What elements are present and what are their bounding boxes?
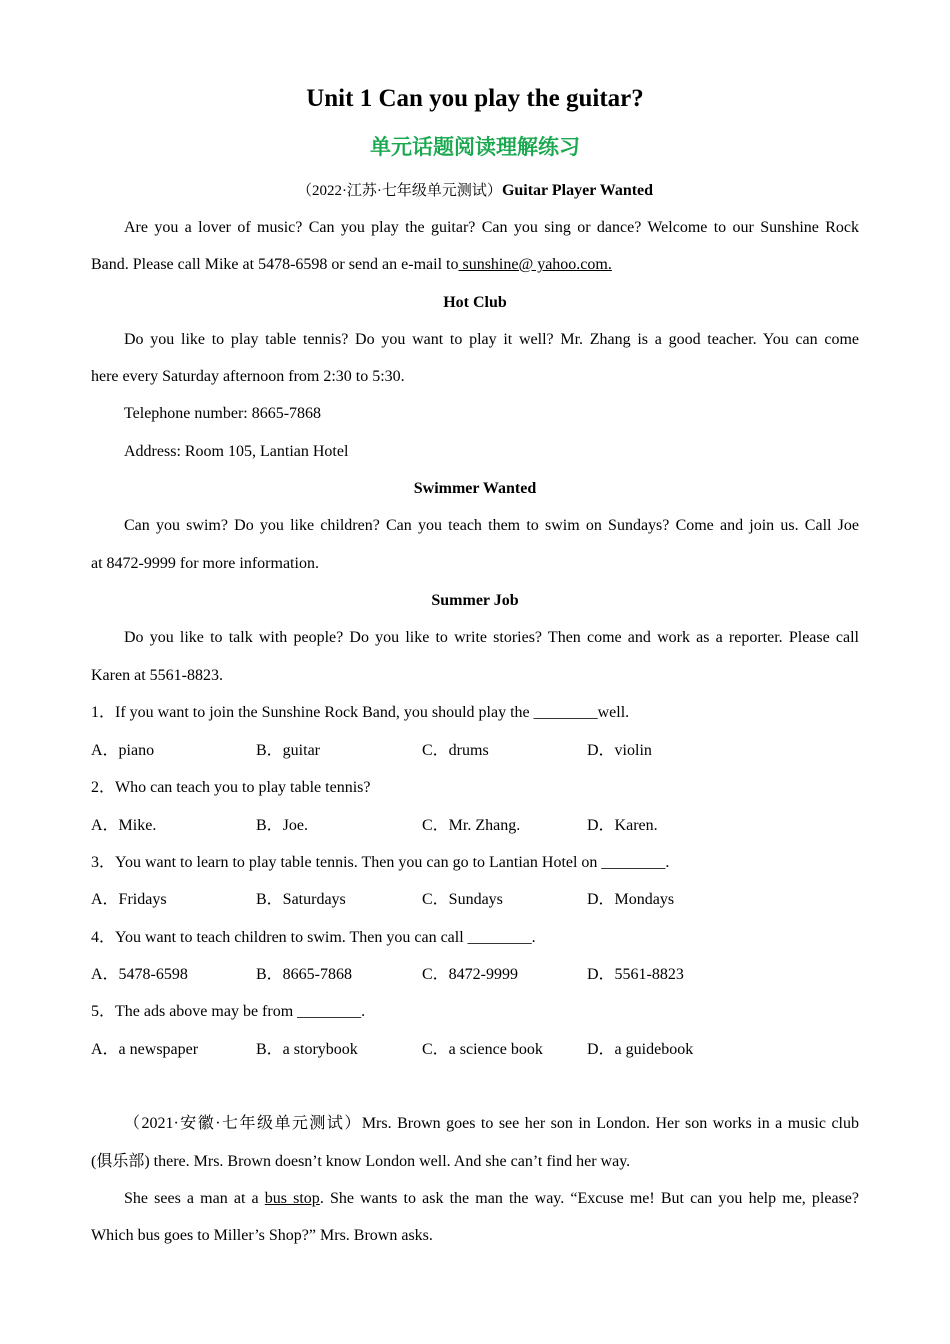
paragraph-line xyxy=(91,246,859,283)
option-b[interactable]: B．guitar xyxy=(256,742,320,759)
underlined-term: bus stop xyxy=(264,1190,320,1207)
paragraph-line: Are you a lover of music? Can you play the guitar? Can you sing or dance? Welcome to our Sunshine Rock xyxy=(124,219,859,236)
option-a[interactable]: A．piano xyxy=(91,742,155,759)
page-title: Unit 1 Can you play the guitar? xyxy=(306,85,644,112)
question-4: 4．You want to teach children to swim. Then you can call ________. xyxy=(91,929,536,946)
section-heading-summer-job: Summer Job xyxy=(431,592,519,609)
option-c[interactable]: C．drums xyxy=(422,742,489,759)
section-heading-hot-club: Hot Club xyxy=(443,294,507,311)
passage2-line xyxy=(91,1180,859,1217)
section-heading-swimmer-wanted: Swimmer Wanted xyxy=(413,480,537,497)
option-b[interactable]: B．Saturdays xyxy=(256,891,346,908)
option-c[interactable]: C．a science book xyxy=(422,1041,543,1058)
paragraph-line: Karen at 5561-8823. xyxy=(91,667,223,684)
paragraph-line: at 8472-9999 for more information. xyxy=(91,555,319,572)
option-d[interactable]: D．Mondays xyxy=(587,891,675,908)
email-link: sunshine@ yahoo.com. xyxy=(458,256,612,273)
question-3: 3．You want to learn to play table tennis. Then you can go to Lantian Hotel on ________. xyxy=(91,854,670,871)
question-5-options xyxy=(91,1031,859,1068)
option-a[interactable]: A．a newspaper xyxy=(91,1041,199,1058)
question-2: 2．Who can teach you to play table tennis? xyxy=(91,779,371,796)
question-2-options xyxy=(91,807,859,844)
passage2-text: She sees a man at a xyxy=(124,1190,265,1207)
passage2-line: （2021·安徽·七年级单元测试）Mrs. Brown goes to see her son in London. Her son works in a music club xyxy=(124,1115,859,1132)
passage2-line: Which bus goes to Miller’s Shop?” Mrs. Brown asks. xyxy=(91,1227,433,1244)
passage2-line: (俱乐部) there. Mrs. Brown doesn’t know London well. And she can’t find her way. xyxy=(91,1153,631,1170)
option-d[interactable]: D．5561-8823 xyxy=(587,966,684,983)
paragraph-line: here every Saturday afternoon from 2:30 to 5:30. xyxy=(91,368,405,385)
option-a[interactable]: A．Mike. xyxy=(91,817,157,834)
option-b[interactable]: B．a storybook xyxy=(256,1041,358,1058)
question-1-options xyxy=(91,732,859,769)
option-c[interactable]: C．Mr. Zhang. xyxy=(422,817,521,834)
option-d[interactable]: D．violin xyxy=(587,742,652,759)
option-a[interactable]: A．5478-6598 xyxy=(91,966,188,983)
question-1: 1．If you want to join the Sunshine Rock Band, you should play the ________well. xyxy=(91,704,630,721)
telephone-line: Telephone number: 8665-7868 xyxy=(124,405,322,422)
option-d[interactable]: D．Karen. xyxy=(587,817,658,834)
option-c[interactable]: C．8472-9999 xyxy=(422,966,519,983)
option-b[interactable]: B．8665-7868 xyxy=(256,966,353,983)
passage1-heading: Guitar Player Wanted xyxy=(501,182,654,199)
paragraph-line: Do you like to play table tennis? Do you want to play it well? Mr. Zhang is a good teacher. You can come xyxy=(124,331,859,348)
paragraph-line: Can you swim? Do you like children? Can you teach them to swim on Sundays? Come and join us. Call Joe xyxy=(124,517,859,534)
passage1-source: （2022·江苏·七年级单元测试） xyxy=(296,183,502,199)
question-3-options xyxy=(91,881,859,918)
question-4-options xyxy=(91,956,859,993)
option-d[interactable]: D．a guidebook xyxy=(587,1041,694,1058)
option-b[interactable]: B．Joe. xyxy=(256,817,309,834)
address-line: Address: Room 105, Lantian Hotel xyxy=(124,443,349,460)
paragraph-text: Band. Please call Mike at 5478-6598 or send an e-mail to xyxy=(91,256,459,273)
option-a[interactable]: A．Fridays xyxy=(91,891,167,908)
passage2-text: . She wants to ask the man the way. “Excuse me! But can you help me, please? xyxy=(319,1190,860,1207)
passage1-source-line xyxy=(91,172,859,209)
paragraph-line: Do you like to talk with people? Do you like to write stories? Then come and work as a reporter. Please call xyxy=(124,629,859,646)
question-5: 5．The ads above may be from ________. xyxy=(91,1003,366,1020)
page-subtitle: 单元话题阅读理解练习 xyxy=(370,135,580,159)
option-c[interactable]: C．Sundays xyxy=(422,891,503,908)
